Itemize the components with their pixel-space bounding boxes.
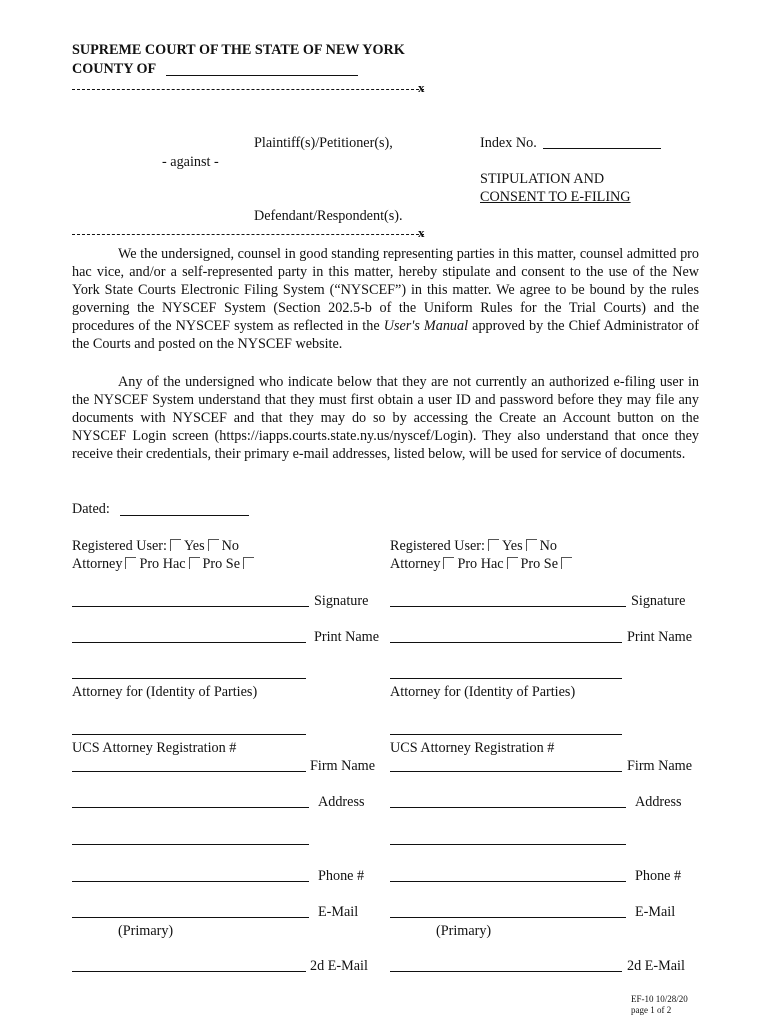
email-label-left: E-Mail [318, 904, 359, 920]
dated-label: Dated: [72, 501, 110, 517]
index-no-label: Index No. [480, 135, 537, 151]
index-no-field[interactable] [543, 148, 661, 149]
ucs-registration-field-right[interactable] [390, 734, 622, 735]
no-checkbox-left[interactable] [208, 539, 219, 551]
against-label: - against - [162, 154, 219, 170]
county-label: COUNTY OF [72, 61, 157, 77]
county-field[interactable] [166, 75, 358, 76]
plaintiff-label: Plaintiff(s)/Petitioner(s), [254, 135, 393, 151]
dated-field[interactable] [120, 515, 249, 516]
registered-user-row-left: Registered User: Yes No [72, 538, 239, 554]
caption-x-bottom: x [418, 225, 425, 240]
caption-divider-bottom [72, 234, 424, 235]
signature-label-left: Signature [314, 593, 369, 609]
primary-label-right: (Primary) [436, 923, 492, 939]
phone-label-left: Phone # [318, 868, 365, 884]
document-title-line1: STIPULATION AND [480, 171, 605, 187]
attorney-for-label-right: Attorney for (Identity of Parties) [390, 684, 576, 700]
attorney-for-label-left: Attorney for (Identity of Parties) [72, 684, 258, 700]
caption-divider-top [72, 89, 424, 90]
pro-hac-checkbox-left[interactable] [189, 557, 200, 569]
phone-field-right[interactable] [390, 881, 626, 882]
document-title-line2: CONSENT TO E-FILING [480, 189, 631, 205]
address-field-left[interactable] [72, 807, 309, 808]
firm-name-field-right[interactable] [390, 771, 622, 772]
email-field-right[interactable] [390, 917, 626, 918]
print-name-label-left: Print Name [314, 629, 380, 645]
ucs-registration-label-right: UCS Attorney Registration # [390, 740, 555, 756]
attorney-type-row-left: Attorney Pro Hac Pro Se [72, 556, 257, 573]
pro-se-checkbox-left[interactable] [243, 557, 254, 569]
print-name-field-left[interactable] [72, 642, 306, 643]
address-field-right[interactable] [390, 807, 626, 808]
signature-label-right: Signature [631, 593, 686, 609]
address-field-right-line2[interactable] [390, 844, 626, 845]
attorney-checkbox-right[interactable] [443, 557, 454, 569]
firm-name-field-left[interactable] [72, 771, 306, 772]
firm-name-label-right: Firm Name [627, 758, 693, 774]
print-name-field-right[interactable] [390, 642, 622, 643]
firm-name-label-left: Firm Name [310, 758, 376, 774]
form-id: EF-10 10/28/20 [631, 994, 688, 1004]
pro-se-checkbox-right[interactable] [561, 557, 572, 569]
yes-checkbox-right[interactable] [488, 539, 499, 551]
email2-label-right: 2d E-Mail [627, 958, 685, 974]
court-title: SUPREME COURT OF THE STATE OF NEW YORK [72, 42, 405, 58]
email-field-left[interactable] [72, 917, 309, 918]
address-field-left-line2[interactable] [72, 844, 309, 845]
signature-field-left[interactable] [72, 606, 309, 607]
attorney-for-field-left[interactable] [72, 678, 306, 679]
signature-field-right[interactable] [390, 606, 626, 607]
email-label-right: E-Mail [635, 904, 676, 920]
email2-field-right[interactable] [390, 971, 622, 972]
address-label-left: Address [318, 794, 365, 810]
attorney-checkbox-left[interactable] [125, 557, 136, 569]
new-user-paragraph: Any of the undersigned who indicate below that they are not currently an authorized e-filing user in the NYSCEF System understand that they must first obtain a user ID and password before they may file any documents with NYSCEF and that they may do so by accessing the Create an Account button on the NYSCEF Login screen (https://iapps.courts.state.ny.us/nyscef/Login). They also understand that once they receive their credentials, their primary e-mail addresses, listed below, will be used for service of documents. [72, 374, 699, 463]
attorney-type-row-right: Attorney Pro Hac Pro Se [390, 556, 575, 573]
ucs-registration-label-left: UCS Attorney Registration # [72, 740, 237, 756]
primary-label-left: (Primary) [118, 923, 174, 939]
phone-label-right: Phone # [635, 868, 682, 884]
caption-x-top: x [418, 80, 425, 95]
attorney-for-field-right[interactable] [390, 678, 622, 679]
registered-user-row-right: Registered User: Yes No [390, 538, 557, 554]
ucs-registration-field-left[interactable] [72, 734, 306, 735]
stipulation-paragraph: We the undersigned, counsel in good standing representing parties in this matter, counsel admitted pro hac vice, and/or a self-represented party in this matter, hereby stipulate and consent to the use of the New York State Courts Electronic Filing System (“NYSCEF”) in this matter. We agree to be bound by the rules governing the NYSCEF System (Section 202.5-b of the Uniform Rules for the Trial Courts) and the procedures of the NYSCEF system as reflected in the User's Manual approved by the Chief Administrator of the Courts and posted on the NYSCEF website. [72, 246, 699, 353]
yes-checkbox-left[interactable] [170, 539, 181, 551]
no-checkbox-right[interactable] [526, 539, 537, 551]
address-label-right: Address [635, 794, 682, 810]
pro-hac-checkbox-right[interactable] [507, 557, 518, 569]
email2-field-left[interactable] [72, 971, 306, 972]
phone-field-left[interactable] [72, 881, 309, 882]
defendant-label: Defendant/Respondent(s). [254, 208, 403, 224]
page-number: page 1 of 2 [631, 1005, 672, 1015]
print-name-label-right: Print Name [627, 629, 693, 645]
email2-label-left: 2d E-Mail [310, 958, 368, 974]
